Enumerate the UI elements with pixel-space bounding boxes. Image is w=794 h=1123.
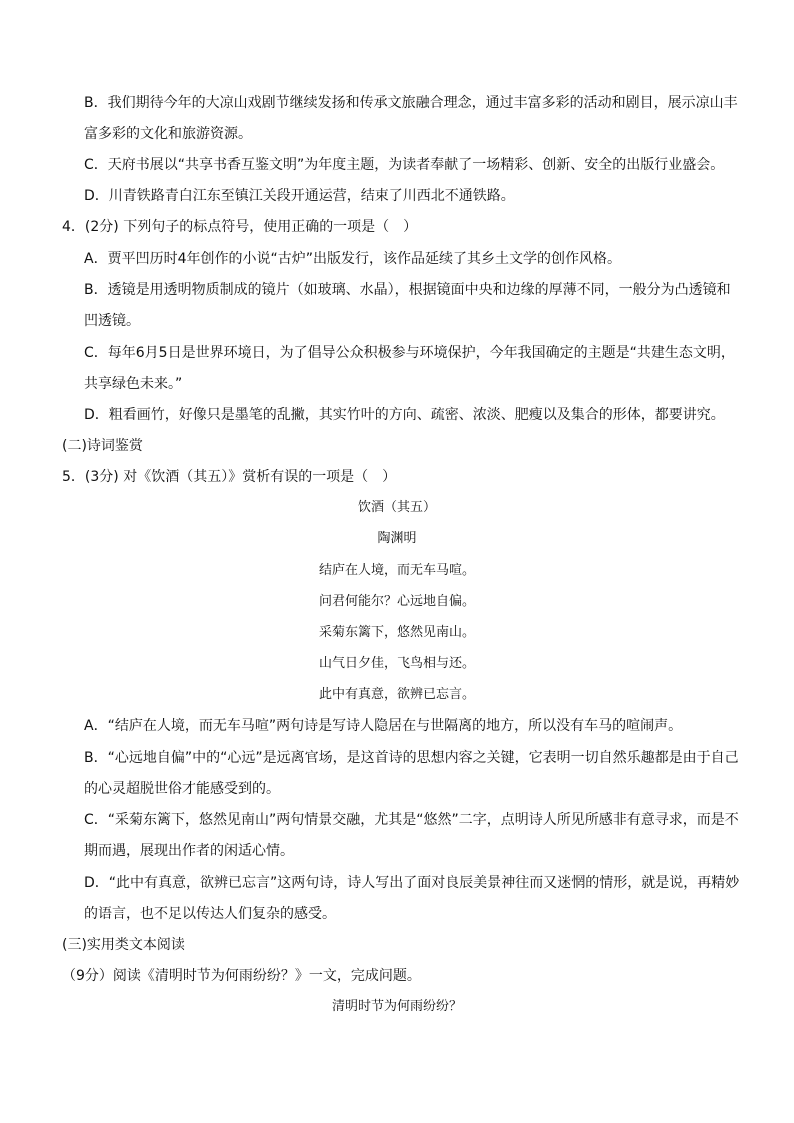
reading-intro: （9分）阅读《清明时节为何雨纷纷？》一文，完成问题。 [62, 968, 421, 984]
poem-line: 采菊东篱下，悠然见南山。 [318, 625, 475, 640]
q3-option-b-line1: B．我们期待今年的大凉山戏剧节继续发扬和传承文旅融合理念，通过丰富多彩的活动和剧目，展示凉山丰 [84, 95, 738, 111]
poem-line: 山气日夕佳，飞鸟相与还。 [318, 656, 475, 671]
q4-heading: 4．(2分) 下列句子的标点符号，使用正确的一项是（ ） [62, 219, 418, 235]
poem-author: 陶渊明 [377, 531, 417, 546]
q4-option-d: D．粗看画竹，好像只是墨笔的乱撇，其实竹叶的方向、疏密、浓淡、肥瘦以及集合的形体，都要讲究。 [84, 407, 725, 423]
q4-option-b-line2: 凹透镜。 [84, 313, 140, 329]
q5-option-d-line2: 的语言，也不足以传达人们复杂的感受。 [84, 906, 336, 922]
q5-option-a: A．“结庐在人境，而无车马喧”两句诗是写诗人隐居在与世隔离的地方，所以没有车马的喧闹声。 [84, 718, 683, 734]
q5-option-b-line1: B．“心远地自偏”中的“心远”是远离官场，是这首诗的思想内容之关键，它表明一切自然乐趣都是由于自己 [84, 750, 739, 766]
poem-title: 饮酒（其五） [357, 500, 436, 515]
poem-line: 结庐在人境，而无车马喧。 [318, 563, 475, 578]
q3-option-c: C．天府书展以“共享书香互鉴文明”为年度主题，为读者奉献了一场精彩、创新、安全的出版行业盛会。 [84, 157, 725, 173]
q5-option-c-line1: C．“采菊东篱下，悠然见南山”两句情景交融，尤其是“悠然”二字，点明诗人所见所感非有意寻求，而是不 [84, 812, 739, 828]
q5-option-d-line1: D．“此中有真意，欲辨已忘言”这两句诗，诗人写出了面对良辰美景神往而又迷惘的情形，就是说，再精妙 [84, 875, 740, 891]
poem-line: 问君何能尔？心远地自偏。 [318, 594, 475, 609]
q5-option-c-line2: 期而遇，展现出作者的闲适心情。 [84, 843, 294, 859]
q4-option-a: A．贾平凹历时4年创作的小说“古炉”出版发行，该作品延续了其乡土文学的创作风格。 [84, 251, 621, 267]
q4-option-b-line1: B．透镜是用透明物质制成的镜片（如玻璃、水晶），根据镜面中央和边缘的厚薄不同，一般分为凸透镜和 [84, 282, 731, 298]
section-reading-heading: (三)实用类文本阅读 [62, 937, 185, 953]
q3-option-b-line2: 富多彩的文化和旅游资源。 [84, 126, 252, 142]
article-title: 清明时节为何雨纷纷？ [331, 999, 462, 1014]
q3-option-d: D．川青铁路青白江东至镇江关段开通运营，结束了川西北不通铁路。 [84, 188, 515, 204]
q5-heading: 5．(3分) 对《饮酒（其五）》赏析有误的一项是（ ） [62, 469, 397, 485]
q4-option-c-line1: C．每年6月5日是世界环境日，为了倡导公众积极参与环境保护，今年我国确定的主题是“共建生态文明， [84, 345, 735, 361]
q4-option-c-line2: 共享绿色未来。” [84, 376, 183, 392]
q5-option-b-line2: 的心灵超脱世俗才能感受到的。 [84, 781, 280, 797]
poem-line: 此中有真意，欲辨已忘言。 [318, 687, 475, 702]
section-poetry-heading: (二)诗词鉴赏 [62, 438, 143, 454]
